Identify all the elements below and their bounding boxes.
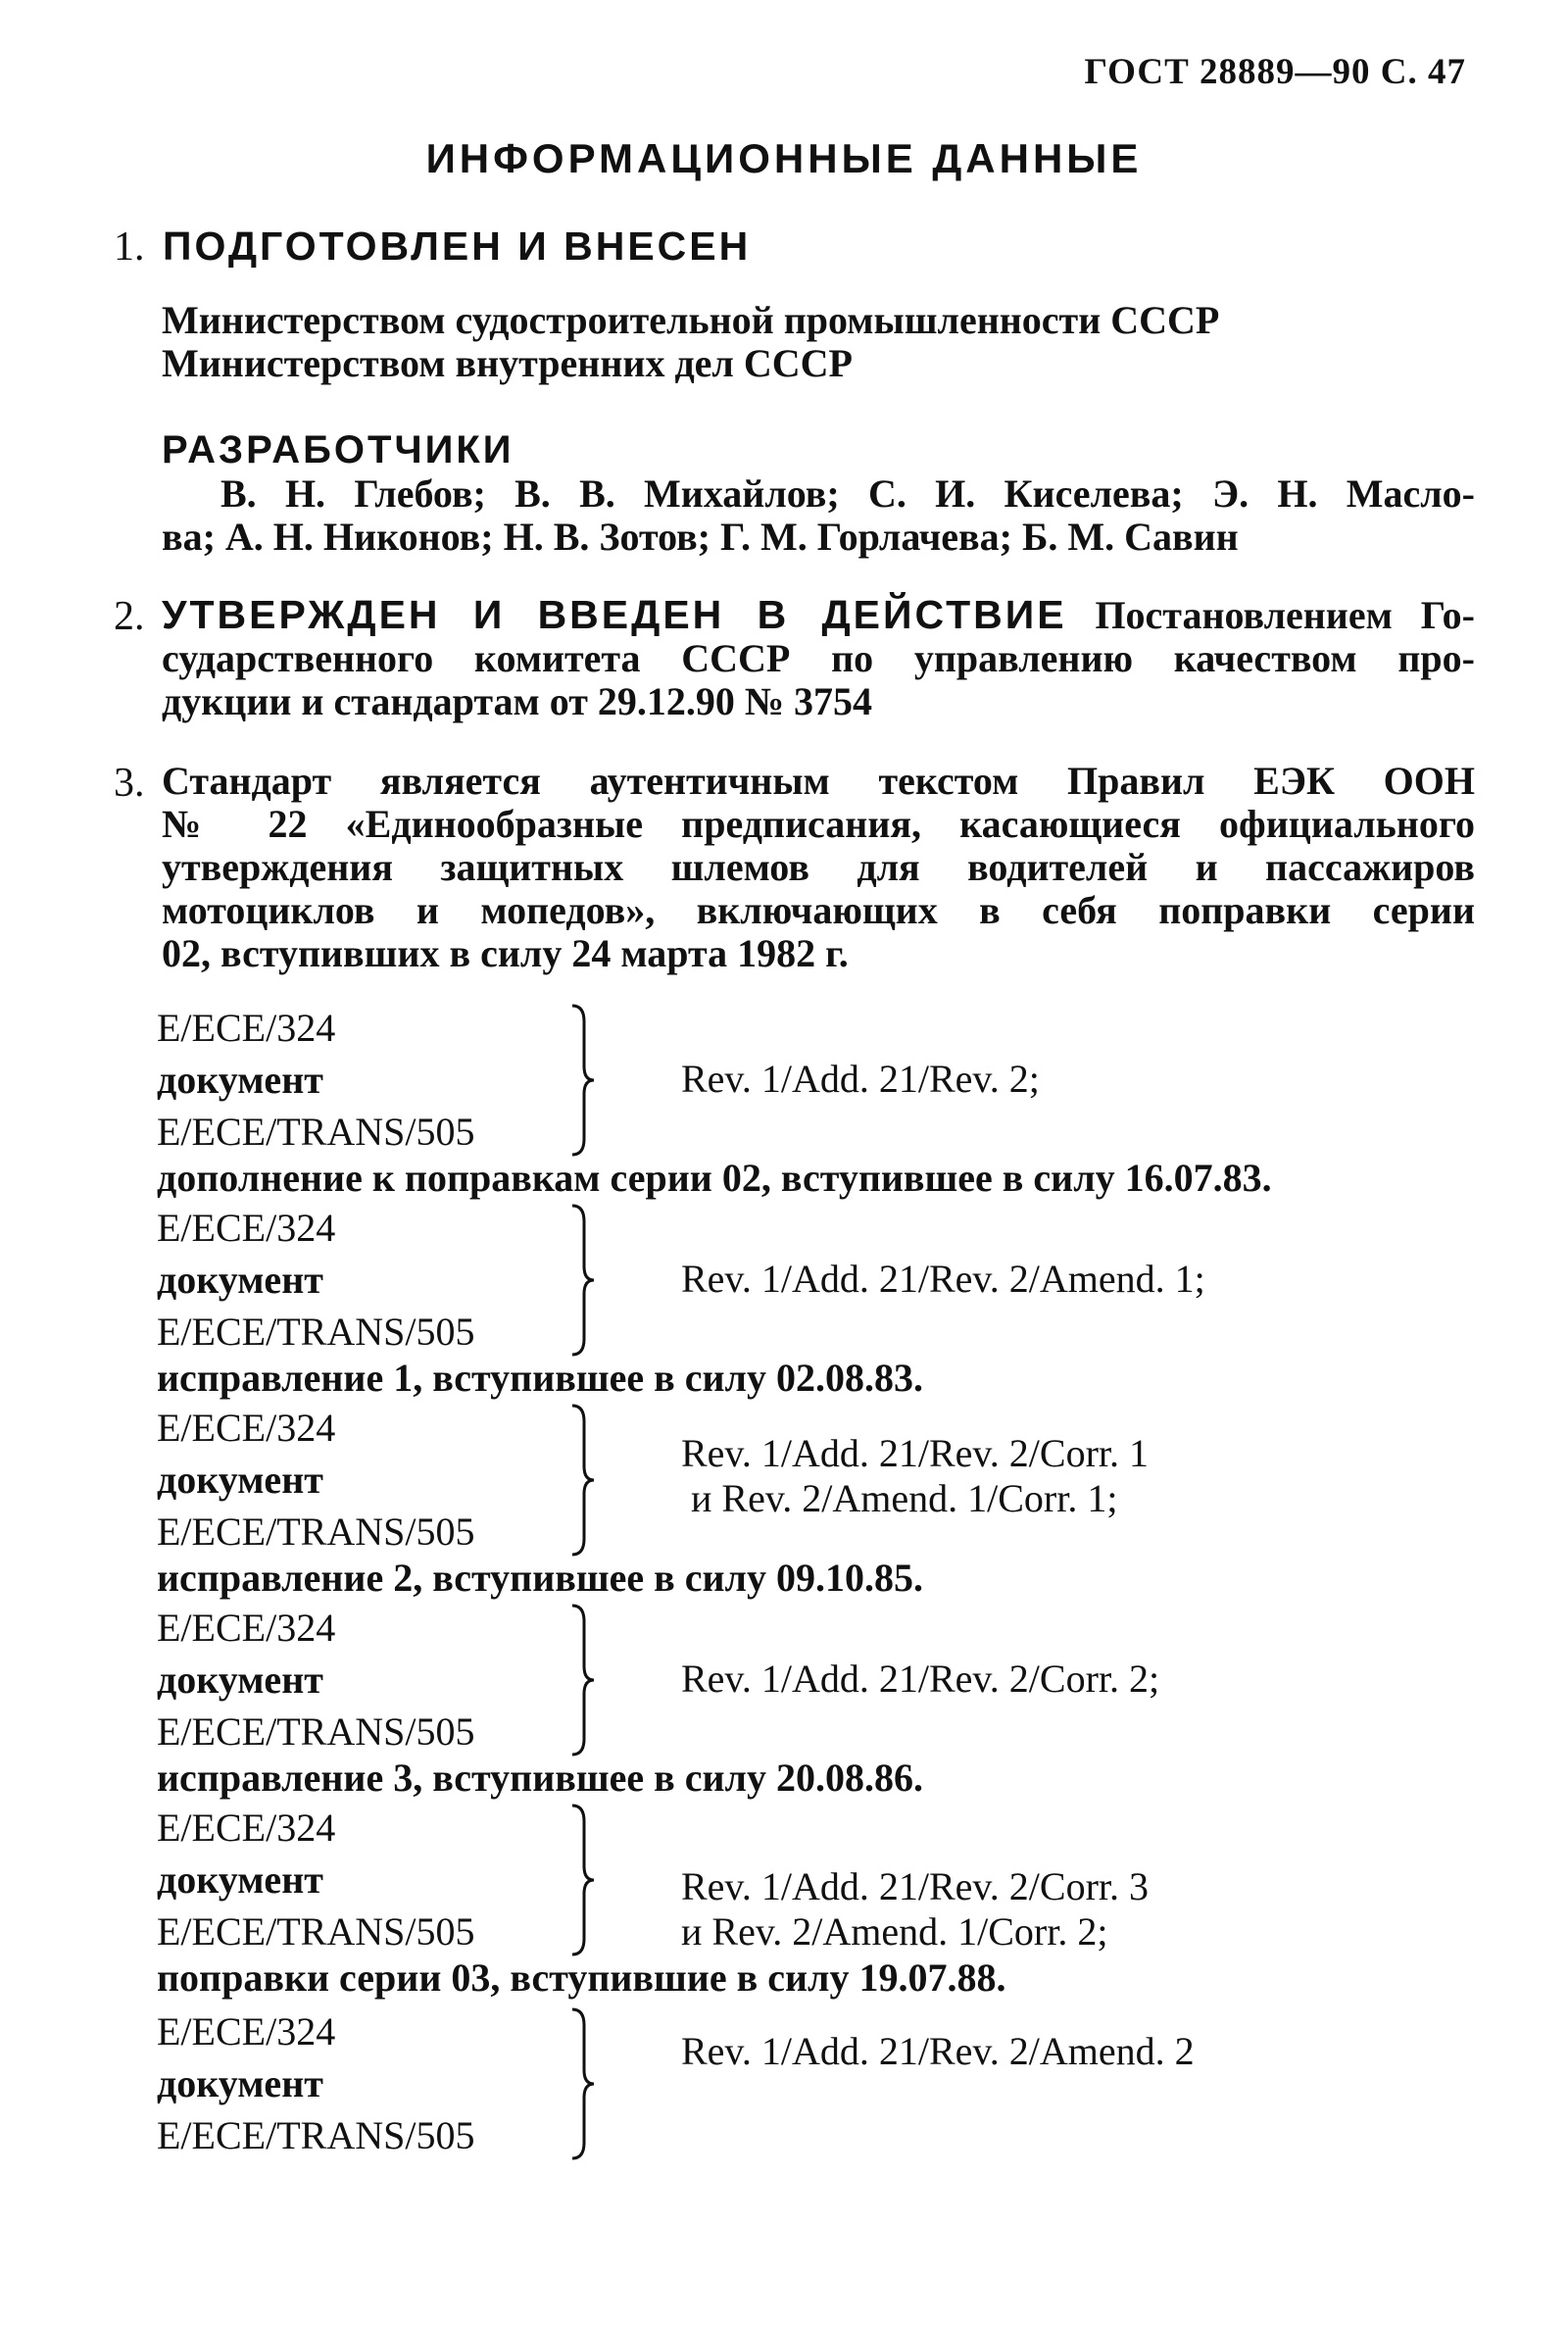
document-revision (681, 1257, 1205, 1302)
doc-id-line: E/ECE/TRANS/505 (157, 2113, 475, 2157)
developers-line: ва; А. Н. Никонов; Н. В. Зотов; Г. М. Горлачева; Б. М. Савин (162, 515, 1239, 559)
section-3-line: мотоциклов и мопедов», включающих в себя поправки серии (162, 888, 1475, 932)
doc-id-line: E/ECE/TRANS/505 (157, 1509, 475, 1554)
doc-label-line: документ (157, 1258, 323, 1302)
document-note-5: поправки серии 03, вступившие в силу 19.07.88. (157, 1955, 1006, 2000)
document-ids (157, 1202, 474, 1358)
section-3-number: 3. (114, 761, 145, 806)
page-header: ГОСТ 28889—90 С. 47 (1084, 52, 1466, 92)
doc-id-line: E/ECE/324 (157, 1806, 336, 1850)
section-2-heading: УТВЕРЖДЕН И ВВЕДЕН В ДЕЙСТВИЕ (162, 592, 1067, 637)
section-2-line: сударственного комитета СССР по управлению качеством про- (162, 636, 1475, 680)
revision-line: и Rev. 2/Amend. 1/Corr. 2; (681, 1909, 1108, 1954)
revision-line: Rev. 1/Add. 21/Rev. 2/Amend. 1; (681, 1257, 1205, 1301)
section-2-first-line-rest: Постановлением Го- (1095, 593, 1475, 637)
document-revision (681, 1431, 1149, 1521)
document-note-2: исправление 1, вступившее в силу 02.08.83. (157, 1356, 923, 1400)
document-ids (157, 2005, 474, 2161)
doc-label-line: документ (157, 1458, 323, 1502)
right-brace-icon (568, 2005, 598, 2162)
section-3-line: № 22 «Единообразные предписания, касающиеся официального (162, 802, 1475, 846)
right-brace-icon (568, 1402, 598, 1559)
document-ids (157, 1002, 474, 1158)
document-revision (681, 1864, 1149, 1955)
revision-line: Rev. 1/Add. 21/Rev. 2; (681, 1057, 1040, 1101)
doc-id-line: E/ECE/324 (157, 2009, 336, 2054)
revision-line: и Rev. 2/Amend. 1/Corr. 1; (691, 1476, 1118, 1520)
doc-id-line: E/ECE/TRANS/505 (157, 1310, 475, 1354)
document-note-4: исправление 3, вступившее в силу 20.08.86. (157, 1756, 923, 1800)
document-ids (157, 1802, 474, 1957)
section-1-number: 1. (114, 224, 145, 270)
right-brace-icon (568, 1002, 598, 1159)
right-brace-icon (568, 1602, 598, 1758)
revision-line: Rev. 1/Add. 21/Rev. 2/Corr. 1 (681, 1431, 1150, 1475)
doc-id-line: E/ECE/324 (157, 1406, 336, 1450)
revision-line: Rev. 1/Add. 21/Rev. 2/Amend. 2 (681, 2029, 1195, 2073)
right-brace-icon (568, 1802, 598, 1958)
section-1-orgs (162, 299, 1475, 385)
doc-id-line: E/ECE/324 (157, 1006, 336, 1050)
section-3-line: 02, вступивших в силу 24 марта 1982 г. (162, 931, 849, 975)
developers-heading: РАЗРАБОТЧИКИ (162, 428, 514, 471)
section-2-number: 2. (114, 594, 145, 639)
page-title: ИНФОРМАЦИОННЫЕ ДАННЫЕ (425, 135, 1143, 181)
developers-list (162, 471, 1475, 559)
document-note-3: исправление 2, вступившее в силу 09.10.85. (157, 1556, 923, 1600)
section-2-line: дукции и стандартам от 29.12.90 № 3754 (162, 679, 873, 723)
document-note-1: дополнение к поправкам серии 02, вступившее в силу 16.07.83. (157, 1156, 1272, 1200)
document-ids (157, 1402, 474, 1558)
right-brace-icon (568, 1202, 598, 1359)
doc-label-line: документ (157, 2061, 323, 2105)
revision-line: Rev. 1/Add. 21/Rev. 2/Corr. 2; (681, 1657, 1160, 1701)
section-1-heading: ПОДГОТОВЛЕН И ВНЕСЕН (163, 223, 752, 269)
doc-id-line: E/ECE/TRANS/505 (157, 1110, 475, 1154)
section-3-line: утверждения защитных шлемов для водителей и пассажиров (162, 845, 1475, 889)
org-line: Министерством судостроительной промышленности СССР (162, 298, 1220, 342)
org-line: Министерством внутренних дел СССР (162, 341, 853, 385)
doc-label-line: документ (157, 1058, 323, 1102)
doc-id-line: E/ECE/TRANS/505 (157, 1909, 475, 1954)
doc-id-line: E/ECE/324 (157, 1606, 336, 1650)
document-revision (681, 1657, 1159, 1702)
section-3-line: Стандарт является аутентичным текстом Правил ЕЭК ООН (162, 759, 1475, 803)
section-2-text (162, 593, 1475, 723)
doc-id-line: E/ECE/TRANS/505 (157, 1709, 475, 1754)
document-revision (681, 2029, 1195, 2074)
section-2-first-line (162, 593, 1475, 637)
developers-line: В. Н. Глебов; В. В. Михайлов; С. И. Киселева; Э. Н. Масло- (220, 471, 1475, 516)
document-ids (157, 1602, 474, 1757)
doc-label-line: документ (157, 1658, 323, 1702)
revision-line: Rev. 1/Add. 21/Rev. 2/Corr. 3 (681, 1864, 1150, 1908)
doc-label-line: документ (157, 1857, 323, 1902)
document-revision (681, 1057, 1040, 1102)
doc-id-line: E/ECE/324 (157, 1206, 336, 1250)
section-3-text (162, 760, 1475, 975)
